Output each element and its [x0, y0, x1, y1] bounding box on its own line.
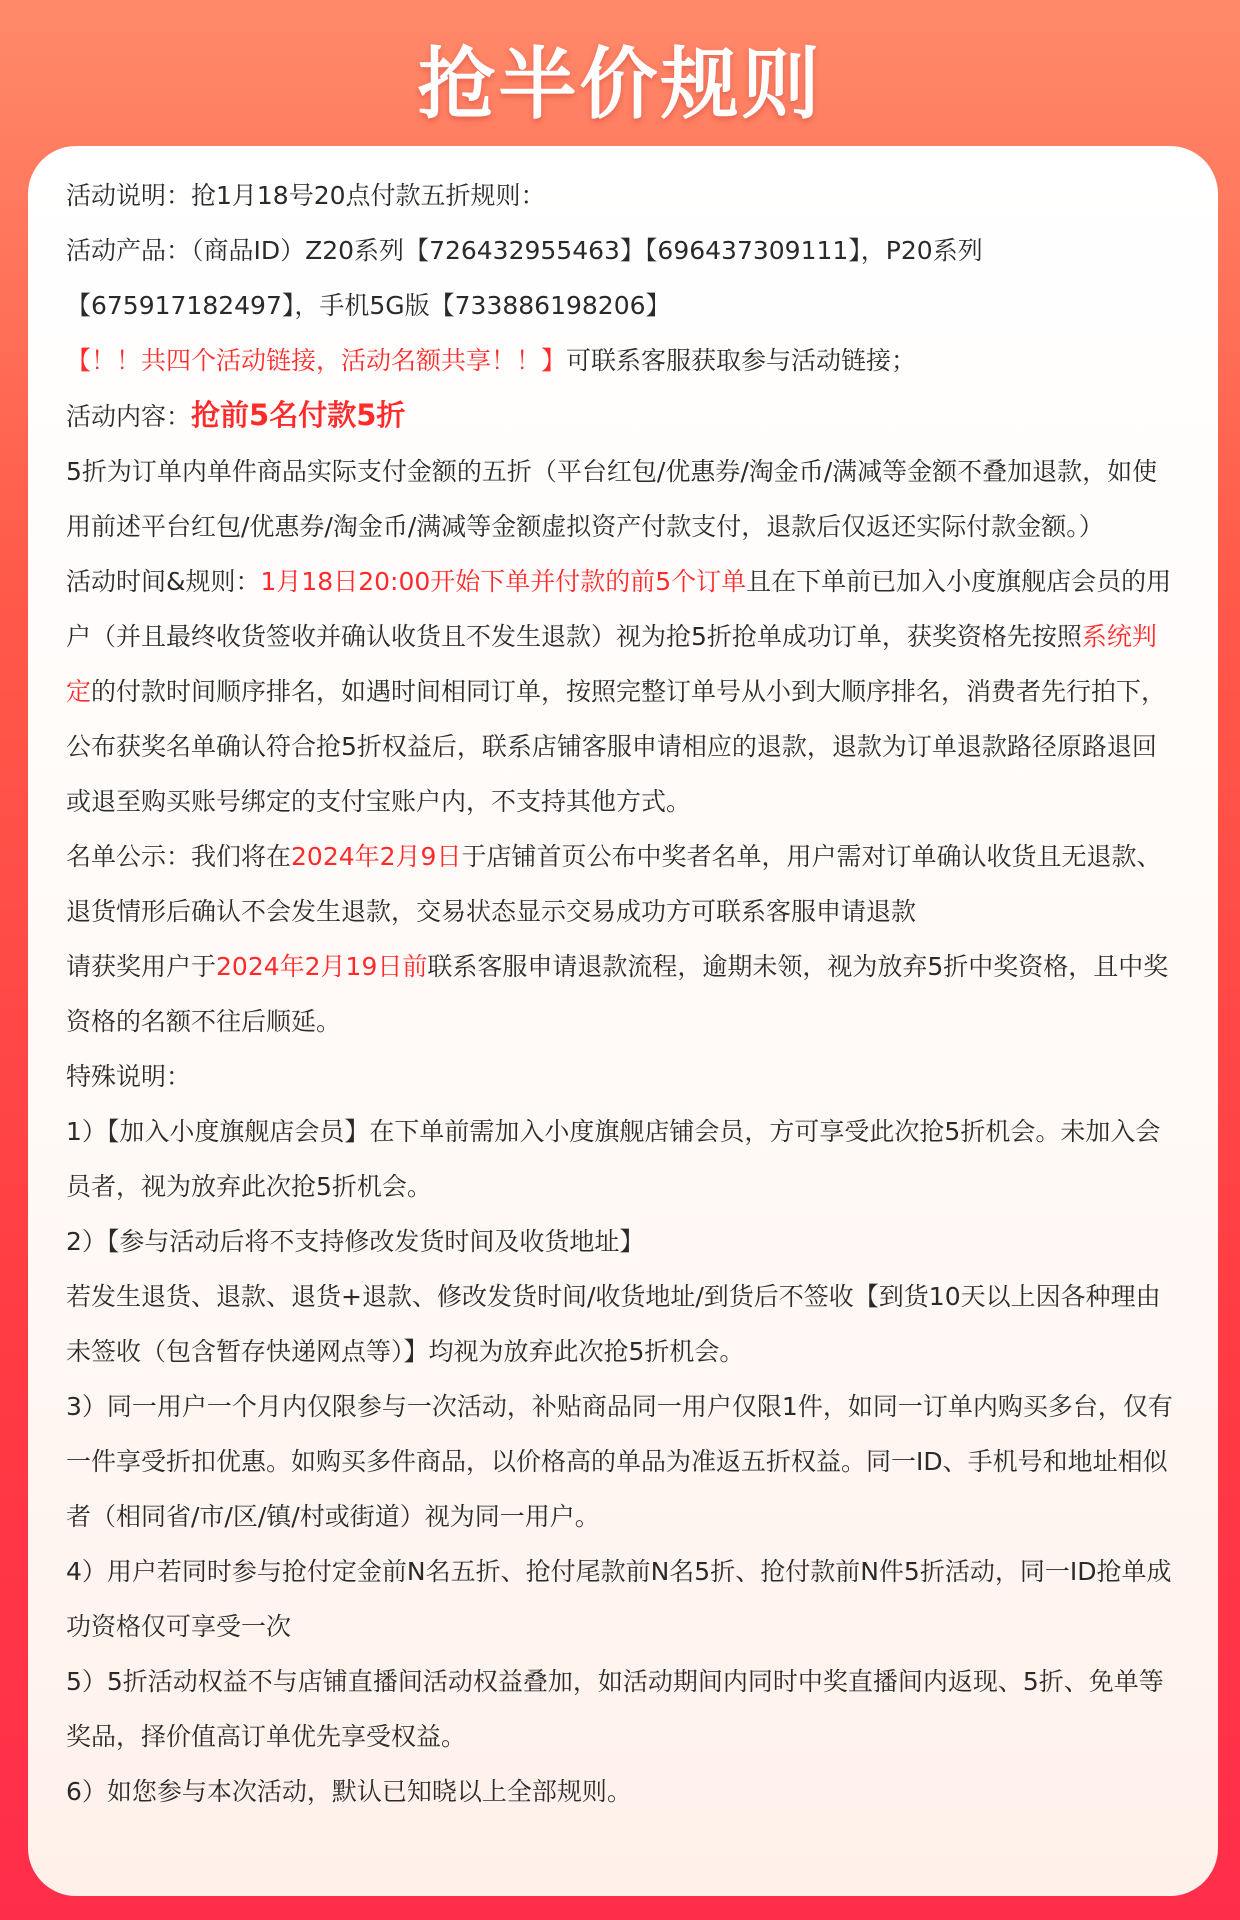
- rule-text: 可联系客服获取参与活动链接；: [566, 346, 917, 375]
- rule-line-28: 5）5折活动权益不与店铺直播间活动权益叠加，如活动期间内同时中奖直播间内返现、5折、免单等: [66, 1667, 1164, 1696]
- rule-text: 于店铺首页公布中奖者名单，用户需对订单确认收货且无退款、: [461, 842, 1162, 871]
- highlight-text: 2024年2月9日: [291, 842, 462, 871]
- rule-line-20: 2）【参与活动后将不支持修改发货时间及收货地址】: [66, 1227, 645, 1256]
- rule-line-7: 用前述平台红包/优惠券/淘金币/满减等金额虚拟资产付款支付，退款后仅返还实际付款金额。）: [66, 512, 1104, 541]
- rule-line-17: 特殊说明：: [66, 1062, 192, 1091]
- rule-line-22: 未签收（包含暂存快递网点等）】均视为放弃此次抢5折机会。: [66, 1337, 745, 1366]
- rule-line-18: 1）【加入小度旗舰店会员】在下单前需加入小度旗舰店铺会员，方可享受此次抢5折机会。未加入会: [66, 1117, 1161, 1146]
- rule-line-27: 功资格仅可享受一次: [66, 1612, 292, 1641]
- rule-text: 活动内容：: [66, 402, 192, 431]
- rule-line-13: [66, 829, 1176, 884]
- rule-text: 名单公示：我们将在: [66, 842, 292, 871]
- rule-text: 户（并且最终收货签收并确认收货且不发生退款）视为抢5折抢单成功订单，获奖资格先按照: [66, 622, 1082, 651]
- rule-line-30: 6）如您参与本次活动，默认已知晓以上全部规则。: [66, 1777, 632, 1806]
- rule-line-11: 公布获奖名单确认符合抢5折权益后，联系店铺客服申请相应的退款，退款为订单退款路径原路退回: [66, 732, 1157, 761]
- rule-line-15: [66, 939, 1176, 994]
- rule-line-5: [66, 388, 1176, 444]
- page-title: 抢半价规则: [417, 40, 823, 130]
- rule-line-2: 活动产品：（商品ID）Z20系列【726432955463】【696437309111】，P20系列: [66, 236, 983, 265]
- highlight-text: 2024年2月19日前: [216, 952, 428, 981]
- rule-line-9: [66, 609, 1176, 664]
- highlight-text: 系统判: [1081, 622, 1157, 651]
- rule-line-25: 者（相同省/市/区/镇/村或街道）视为同一用户。: [66, 1502, 600, 1531]
- rule-line-19: 员者，视为放弃此次抢5折机会。: [66, 1172, 432, 1201]
- rule-text: 请获奖用户于: [66, 952, 217, 981]
- rule-line-12: 或退至购买账号绑定的支付宝账户内，不支持其他方式。: [66, 787, 692, 816]
- highlight-text: 定: [66, 677, 92, 706]
- rule-line-26: 4）用户若同时参与抢付定金前N名五折、抢付尾款前N名5折、抢付款前N件5折活动，同一ID抢单成: [66, 1557, 1172, 1586]
- rule-line-8: [66, 554, 1176, 609]
- highlight-text: 抢前5名付款5折: [191, 398, 406, 432]
- rule-line-4: [66, 333, 1176, 388]
- rule-line-10: [66, 664, 1176, 719]
- rule-line-29: 奖品，择价值高订单优先享受权益。: [66, 1722, 467, 1751]
- rule-line-24: 一件享受折扣优惠。如购买多件商品，以价格高的单品为准返五折权益。同一ID、手机号和地址相似: [66, 1447, 1168, 1476]
- rule-line-1: 活动说明：抢1月18号20点付款五折规则：: [66, 181, 546, 210]
- rule-line-16: 资格的名额不往后顺延。: [66, 1007, 342, 1036]
- rule-text: 的付款时间顺序排名，如遇时间相同订单，按照完整订单号从小到大顺序排名，消费者先行拍下，: [91, 677, 1167, 706]
- rule-text: 且在下单前已加入小度旗舰店会员的用: [746, 567, 1172, 596]
- rule-text: 联系客服申请退款流程，逾期未领，视为放弃5折中奖资格，且中奖: [427, 952, 1169, 981]
- rule-text: 活动时间&规则：: [66, 567, 261, 596]
- highlight-text: 【！！共四个活动链接，活动名额共享！！】: [66, 346, 567, 375]
- rules-card: [28, 146, 1218, 1896]
- rule-line-6: 5折为订单内单件商品实际支付金额的五折（平台红包/优惠券/淘金币/满减等金额不叠加退款，如使: [66, 457, 1158, 486]
- highlight-text: 1月18日20:00开始下单并付款的前5个订单: [260, 567, 747, 596]
- rule-line-23: 3）同一用户一个月内仅限参与一次活动，补贴商品同一用户仅限1件，如同一订单内购买多台，仅有: [66, 1392, 1173, 1421]
- rule-line-14: 退货情形后确认不会发生退款，交易状态显示交易成功方可联系客服申请退款: [66, 897, 917, 926]
- rule-line-3: 【675917182497】，手机5G版【733886198206】: [66, 291, 671, 320]
- rule-line-21: 若发生退货、退款、退货+退款、修改发货时间/收货地址/到货后不签收【到货10天以上因各种理由: [66, 1282, 1161, 1311]
